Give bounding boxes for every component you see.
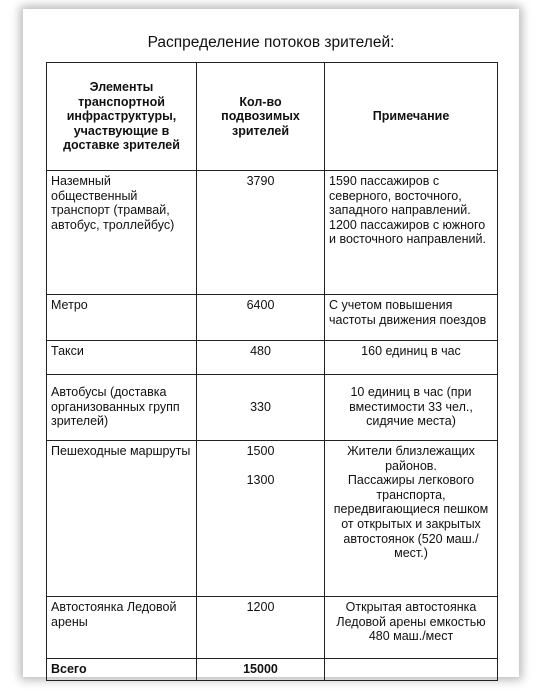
page-title: Распределение потоков зрителей:	[147, 34, 395, 51]
row-notes	[325, 441, 498, 597]
row-count: 1200	[197, 597, 325, 659]
row-note: Открытая автостоянка Ледовой арены емкостью 480 маш./мест	[336, 600, 486, 644]
document-page	[23, 9, 519, 677]
row-notes	[325, 375, 498, 441]
row-note: 10 единиц в час (при вместимости 33 чел., сидячие места)	[349, 385, 473, 429]
column-header-elements: Элементы транспортной инфраструктуры, участвующие в доставке зрителей	[47, 63, 197, 171]
table-row	[47, 295, 498, 341]
table-header-row	[47, 63, 498, 171]
row-count-value: 1500	[246, 444, 275, 458]
row-notes	[325, 341, 498, 375]
row-note: 1590 пассажиров с северного, восточного, западного направлений.	[329, 174, 471, 218]
row-count: 3790	[197, 171, 325, 295]
row-element: Метро	[47, 295, 197, 341]
row-count: 480	[197, 341, 325, 375]
total-label: Всего	[47, 659, 197, 681]
row-element: Пешеходные маршруты	[47, 441, 197, 597]
row-note: 160 единиц в час	[361, 344, 461, 358]
row-count-value: 1300	[246, 472, 275, 487]
row-element: Наземный общественный транспорт (трамвай, автобус, троллейбус)	[47, 171, 197, 295]
row-notes	[325, 171, 498, 295]
row-note: Жители близлежащих районов.	[347, 444, 475, 473]
row-note: 1200 пассажиров с южного и восточного направлений.	[329, 217, 486, 247]
table-row	[47, 375, 498, 441]
viewer-flow-table	[46, 62, 498, 681]
row-note: Пассажиры легкового транспорта, передвигающиеся пешком от открытых и закрытых автостоянок (520 маш./мест.)	[333, 473, 489, 561]
table-row	[47, 171, 498, 295]
row-notes	[325, 295, 498, 341]
spacer	[201, 459, 320, 473]
column-header-notes: Примечание	[325, 63, 498, 171]
table-row	[47, 341, 498, 375]
row-count	[197, 441, 325, 597]
row-count: 330	[197, 375, 325, 441]
row-notes	[325, 597, 498, 659]
total-count: 15000	[197, 659, 325, 681]
row-element: Такси	[47, 341, 197, 375]
table-total-row	[47, 659, 498, 681]
table-row	[47, 441, 498, 597]
row-count: 6400	[197, 295, 325, 341]
row-element: Автостоянка Ледовой арены	[47, 597, 197, 659]
row-element: Автобусы (доставка организованных групп зрителей)	[47, 375, 197, 441]
table-row	[47, 597, 498, 659]
column-header-count: Кол-во подвозимых зрителей	[197, 63, 325, 171]
total-notes-empty	[325, 659, 498, 681]
row-note: С учетом повышения частоты движения поездов	[329, 298, 487, 327]
